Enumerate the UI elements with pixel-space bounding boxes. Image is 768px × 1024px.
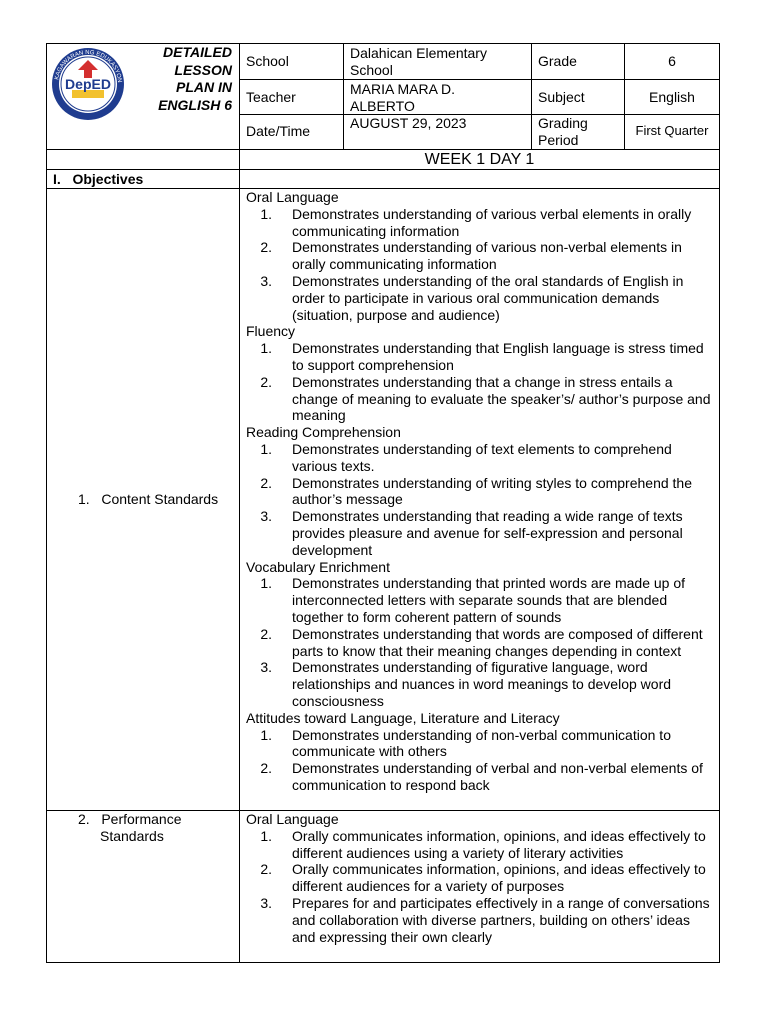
- list-item-line: [246, 491, 716, 508]
- list-number: 1.: [260, 205, 272, 222]
- list-item-line: [246, 357, 716, 374]
- list-item-text: and collaboration with diverse partners, building on others’ ideas: [292, 911, 690, 928]
- objectives-label: I. Objectives: [53, 171, 144, 187]
- list-item-text: order to participate in various oral communication demands: [292, 289, 660, 306]
- list-item-line: [246, 458, 716, 475]
- list-item-line: [246, 340, 716, 357]
- list-number: 1.: [260, 575, 272, 592]
- list-item-text: Demonstrates understanding that words are composed of different: [292, 625, 703, 642]
- list-item-text: Demonstrates understanding of verbal and non-verbal elements of: [292, 760, 703, 777]
- list-item-line: [246, 592, 716, 609]
- logo-ring-text: KAGAWARAN NG EDUKASYON: [54, 49, 123, 83]
- list-number: 2.: [260, 861, 272, 878]
- list-item-text: change of meaning to evaluate the speaker’s/ author’s purpose and: [292, 390, 711, 407]
- list-item-line: [246, 575, 716, 592]
- objectives-right-cell: [239, 169, 720, 189]
- teacher-value: MARIA MARA D. ALBERTO: [350, 81, 456, 114]
- list-item-text: interconnected letters with separate sounds that are blended: [292, 592, 668, 609]
- list-item-line: [246, 760, 716, 777]
- week-label: WEEK 1 DAY 1: [424, 151, 535, 168]
- list-item-line: [246, 475, 716, 492]
- list-item-text: different audiences for a variety of purposes: [292, 878, 565, 895]
- list-number: 2.: [260, 239, 272, 256]
- list-item-line: [246, 441, 716, 458]
- list-item-text: Demonstrates understanding of writing styles to comprehend the: [292, 474, 692, 491]
- subject-label: Subject: [538, 89, 585, 105]
- list-item-text: communicate with others: [292, 743, 447, 760]
- list-item-line: [246, 828, 716, 845]
- list-item-text: Demonstrates understanding of non-verbal communication to: [292, 726, 671, 743]
- school-value: Dalahican Elementary School: [350, 45, 487, 78]
- list-item-text: relationships and nuances in word meanings to develop word: [292, 676, 672, 693]
- list-item-line: [246, 239, 716, 256]
- list-number: 3.: [260, 659, 272, 676]
- list-item-line: [246, 206, 716, 223]
- list-item-text: Prepares for and participates effectively in a range of conversations: [292, 894, 710, 911]
- list-item-text: consciousness: [292, 692, 384, 709]
- list-item-text: Demonstrates understanding of figurative language, word: [292, 659, 648, 676]
- period-label: Grading Period: [538, 115, 588, 148]
- teacher-label: Teacher: [246, 89, 296, 105]
- list-item-text: meaning: [292, 407, 346, 424]
- list-item-line: [246, 525, 716, 542]
- list-item-text: Demonstrates understanding that English language is stress timed: [292, 340, 704, 357]
- logo-text: DepED: [65, 76, 111, 92]
- list-item-line: [246, 307, 716, 324]
- list-item-line: [246, 727, 716, 744]
- section-heading: Vocabulary Enrichment: [246, 558, 390, 575]
- list-item-text: and expressing their own clearly: [292, 928, 492, 945]
- performance-label-line: 2. Performance: [78, 811, 182, 827]
- school-label: School: [246, 53, 289, 69]
- section-heading: Oral Language: [246, 189, 339, 205]
- list-item-text: various texts.: [292, 457, 375, 474]
- list-item-line: [246, 407, 716, 424]
- grade-value: 6: [668, 53, 676, 69]
- deped-logo: [50, 46, 126, 122]
- list-number: 2.: [260, 373, 272, 390]
- performance-standards-text: [246, 811, 716, 945]
- list-number: 2.: [260, 760, 272, 777]
- list-item-line: [246, 609, 716, 626]
- list-number: 1.: [260, 827, 272, 844]
- list-item-line: [246, 223, 716, 240]
- list-number: 2.: [260, 474, 272, 491]
- list-item-line: [246, 912, 716, 929]
- list-item-line: [246, 693, 716, 710]
- list-number: 1.: [260, 440, 272, 457]
- list-item-line: [246, 861, 716, 878]
- list-number: 1.: [260, 726, 272, 743]
- grade-label: Grade: [538, 53, 577, 69]
- title-line: PLAN IN: [176, 79, 232, 95]
- section-heading: Oral Language: [246, 811, 339, 827]
- date-label: Date/Time: [246, 123, 311, 139]
- list-item-text: Demonstrates understanding that printed words are made up of: [292, 575, 686, 592]
- list-item-line: [246, 391, 716, 408]
- list-item-text: communication to respond back: [292, 776, 490, 793]
- document-title: [130, 44, 232, 114]
- list-item-text: provides pleasure and avenue for self-expression and personal: [292, 524, 683, 541]
- list-item-line: [246, 777, 716, 794]
- list-item-line: [246, 845, 716, 862]
- list-item-text: Demonstrates understanding that a change in stress entails a: [292, 373, 673, 390]
- list-item-line: [246, 643, 716, 660]
- content-standards-text: [246, 189, 716, 794]
- list-item-text: author’s message: [292, 491, 403, 508]
- list-item-line: [246, 273, 716, 290]
- list-number: 1.: [260, 340, 272, 357]
- list-item-text: different audiences using a variety of literary activities: [292, 844, 624, 861]
- list-item-text: communicating information: [292, 222, 460, 239]
- list-item-text: Demonstrates understanding of various verbal elements in orally: [292, 205, 692, 222]
- list-item-line: [246, 290, 716, 307]
- list-item-text: Orally communicates information, opinions, and ideas effectively to: [292, 861, 706, 878]
- list-item-line: [246, 743, 716, 760]
- list-item-text: orally communicating information: [292, 256, 497, 273]
- week-left-cell: [46, 149, 240, 170]
- list-item-line: [246, 929, 716, 946]
- list-item-line: [246, 374, 716, 391]
- performance-standards-label: [78, 811, 182, 845]
- list-item-text: together to form coherent pattern of sounds: [292, 608, 562, 625]
- list-item-text: to support comprehension: [292, 356, 454, 373]
- section-heading: Attitudes toward Language, Literature and Literacy: [246, 709, 560, 726]
- list-number: 3.: [260, 894, 272, 911]
- list-number: 3.: [260, 508, 272, 525]
- list-item-text: Demonstrates understanding of text elements to comprehend: [292, 440, 672, 457]
- content-standards-label: 1. Content Standards: [78, 491, 219, 507]
- title-line: LESSON: [174, 61, 232, 78]
- list-number: 3.: [260, 272, 272, 289]
- subject-value: English: [649, 89, 695, 105]
- list-item-line: [246, 626, 716, 643]
- list-item-line: [246, 659, 716, 676]
- list-item-line: [246, 676, 716, 693]
- list-item-text: parts to know that their meaning changes depending in context: [292, 642, 682, 659]
- period-value: First Quarter: [635, 123, 709, 138]
- title-line: DETAILED: [163, 44, 232, 60]
- list-item-text: development: [292, 541, 373, 558]
- list-item-text: (situation, purpose and audience): [292, 306, 500, 323]
- title-line: ENGLISH 6: [158, 96, 232, 113]
- list-item-line: [246, 895, 716, 912]
- list-item-line: [246, 878, 716, 895]
- date-value: AUGUST 29, 2023: [350, 115, 467, 131]
- list-item-line: [246, 256, 716, 273]
- list-item-text: Demonstrates understanding of various non-verbal elements in: [292, 239, 682, 256]
- list-item-text: Orally communicates information, opinions, and ideas effectively to: [292, 827, 706, 844]
- section-heading: Reading Comprehension: [246, 424, 401, 441]
- list-item-text: Demonstrates understanding of the oral standards of English in: [292, 272, 684, 289]
- list-number: 2.: [260, 625, 272, 642]
- list-item-text: Demonstrates understanding that reading a wide range of texts: [292, 508, 683, 525]
- list-item-line: [246, 542, 716, 559]
- section-heading: Fluency: [246, 323, 296, 340]
- performance-label-line: Standards: [100, 827, 164, 844]
- list-item-line: [246, 508, 716, 525]
